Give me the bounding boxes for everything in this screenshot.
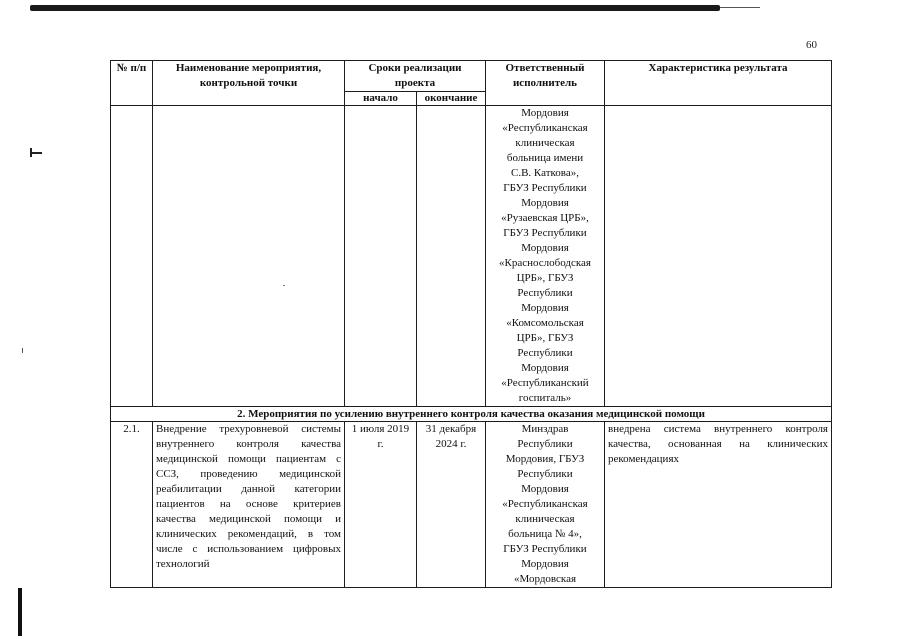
executor-line: больница имени — [506, 152, 584, 164]
executor-line: Мордовия — [521, 483, 569, 495]
executor-line: Республики — [517, 287, 573, 299]
executor-line: «Мордовская — [513, 573, 577, 585]
scan-mark-vertical — [30, 148, 32, 157]
cell-num — [111, 106, 153, 407]
cell-executor — [486, 422, 605, 588]
cell-start: 1 июля 2019 г. — [345, 422, 417, 588]
executor-line: Мордовия — [521, 107, 569, 119]
executor-line: Республики — [517, 468, 573, 480]
executor-line: С.В. Каткова», — [511, 167, 579, 179]
cell-end — [417, 106, 486, 407]
table-row — [111, 422, 832, 588]
header-row — [111, 61, 832, 92]
executor-line: «Республиканская — [502, 122, 588, 134]
cell-end: 31 декабря 2024 г. — [417, 422, 486, 588]
executor-line: Минздрав — [521, 423, 569, 435]
executor-line: ГБУЗ Республики — [503, 182, 587, 194]
header-start: начало — [345, 92, 417, 106]
scan-edge-left-bar — [18, 588, 22, 636]
cell-num: 2.1. — [111, 422, 153, 588]
executor-line: Мордовия — [521, 558, 569, 570]
page-number: 60 — [806, 39, 817, 51]
cell-result: внедрена система внутреннего контроля качества, основанная на клинических рекомендациях — [605, 422, 832, 588]
executor-line: ЦРБ», ГБУЗ — [516, 332, 574, 344]
executor-line: клиническая — [515, 137, 575, 149]
header-num: № п/п — [111, 61, 153, 106]
executor-line: Республики — [517, 347, 573, 359]
scan-dot — [22, 348, 23, 353]
executor-line: Мордовия, ГБУЗ — [505, 453, 585, 465]
header-dates: Сроки реализации проекта — [345, 61, 486, 92]
scan-edge-line — [720, 7, 760, 8]
cell-start — [345, 106, 417, 407]
executor-line: «Рузаевская ЦРБ», — [501, 212, 589, 224]
executor-line: ГБУЗ Республики — [503, 227, 587, 239]
executor-line: Мордовия — [521, 242, 569, 254]
table-row — [111, 106, 832, 407]
executor-line: «Краснослободская — [498, 257, 591, 269]
executor-line: клиническая — [515, 513, 575, 525]
executor-line: Мордовия — [521, 302, 569, 314]
cell-name: Внедрение трехуровневой системы внутреннего контроля качества медицинской помощи пациентам с ССЗ, проведению медицинской реабилитации данной категории пациентов на основе критериев качества медицинской помощи и клинических рекомендаций, в том числе с использованием цифровых технологий — [153, 422, 345, 588]
executor-line: Мордовия — [521, 362, 569, 374]
scan-edge-bar — [30, 5, 720, 11]
executor-line: Республики — [517, 438, 573, 450]
executor-line: больница № 4», — [508, 528, 582, 540]
events-table — [110, 60, 832, 588]
executor-line: ЦРБ», ГБУЗ — [516, 272, 574, 284]
cell-executor — [486, 106, 605, 407]
header-name: Наименование мероприятия, контрольной точки — [153, 61, 345, 106]
executor-line: Мордовия — [521, 197, 569, 209]
header-result: Характеристика результата — [605, 61, 832, 106]
executor-line: «Республиканская — [502, 498, 588, 510]
executor-line: ГБУЗ Республики — [503, 543, 587, 555]
executor-line: госпиталь» — [518, 392, 572, 404]
header-end: окончание — [417, 92, 486, 106]
cell-result — [605, 106, 832, 407]
section-row — [111, 407, 832, 422]
cell-name — [153, 106, 345, 407]
header-executor: Ответственный исполнитель — [486, 61, 605, 106]
executor-line: «Республиканский — [501, 377, 589, 389]
executor-line: «Комсомольская — [506, 317, 584, 329]
section-title: 2. Мероприятия по усилению внутреннего контроля качества оказания медицинской помощи — [111, 407, 832, 422]
